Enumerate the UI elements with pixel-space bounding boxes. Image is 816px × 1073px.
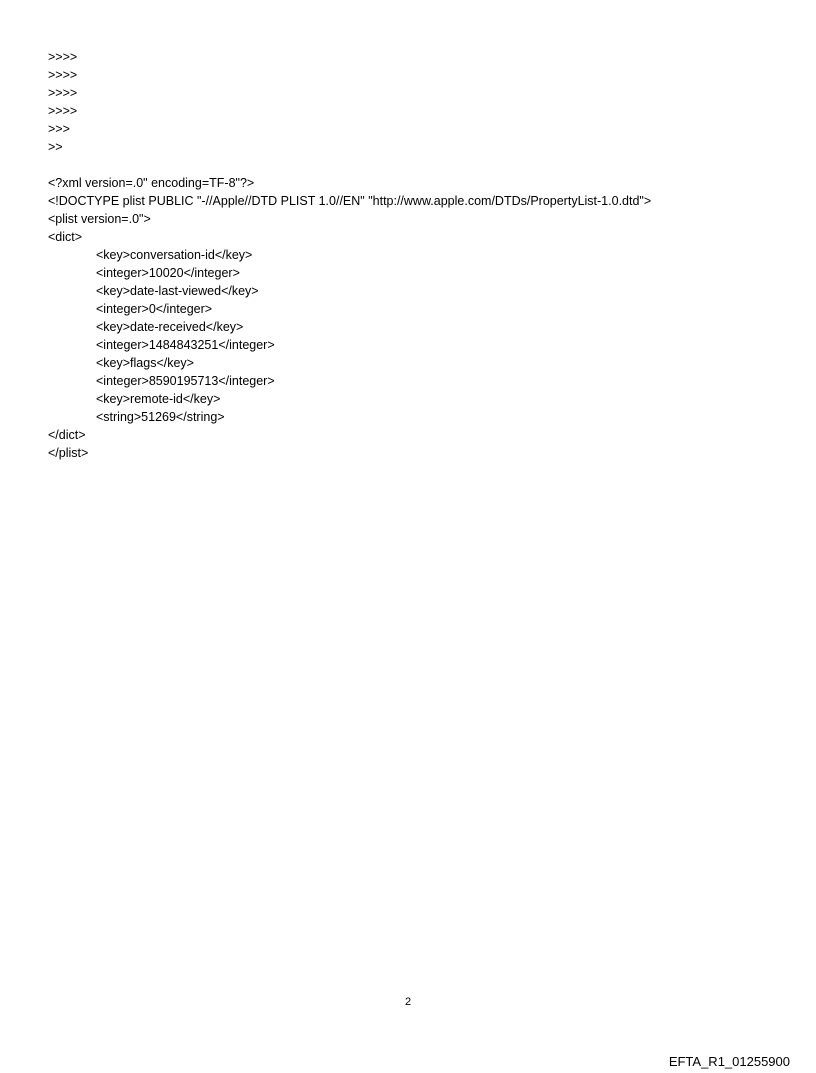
doctype-line: <!DOCTYPE plist PUBLIC "-//Apple//DTD PLIST 1.0//EN" "http://www.apple.com/DTDs/PropertyList-1.0.dtd"> [48,194,652,208]
dict-entry: <key>flags</key> [96,356,194,370]
plist-open-tag: <plist version=.0"> [48,212,151,226]
email-body [48,48,651,462]
xml-declaration: <?xml version=.0" encoding=TF-8"?> [48,176,255,190]
quote-marker: >>>> [48,86,78,100]
dict-entry: <key>remote-id</key> [96,392,221,406]
dict-entry: <string>51269</string> [96,410,225,424]
dict-close-tag: </dict> [48,428,86,442]
blank-line [48,156,651,174]
quote-marker: >>> [48,122,70,136]
dict-entry: <integer>8590195713</integer> [96,374,275,388]
quote-marker: >> [48,140,63,154]
quote-marker: >>>> [48,68,78,82]
quote-marker: >>>> [48,104,78,118]
dict-entry: <integer>1484843251</integer> [96,338,275,352]
plist-close-tag: </plist> [48,446,89,460]
dict-open-tag: <dict> [48,230,83,244]
dict-entry: <key>date-last-viewed</key> [96,284,259,298]
dict-entry: <key>conversation-id</key> [96,248,253,262]
dict-entry: <integer>0</integer> [96,302,213,316]
page-number: 2 [404,996,412,1008]
quote-marker: >>>> [48,50,78,64]
dict-entry: <integer>10020</integer> [96,266,240,280]
bates-number: EFTA_R1_01255900 [668,1054,790,1069]
dict-entry: <key>date-received</key> [96,320,244,334]
